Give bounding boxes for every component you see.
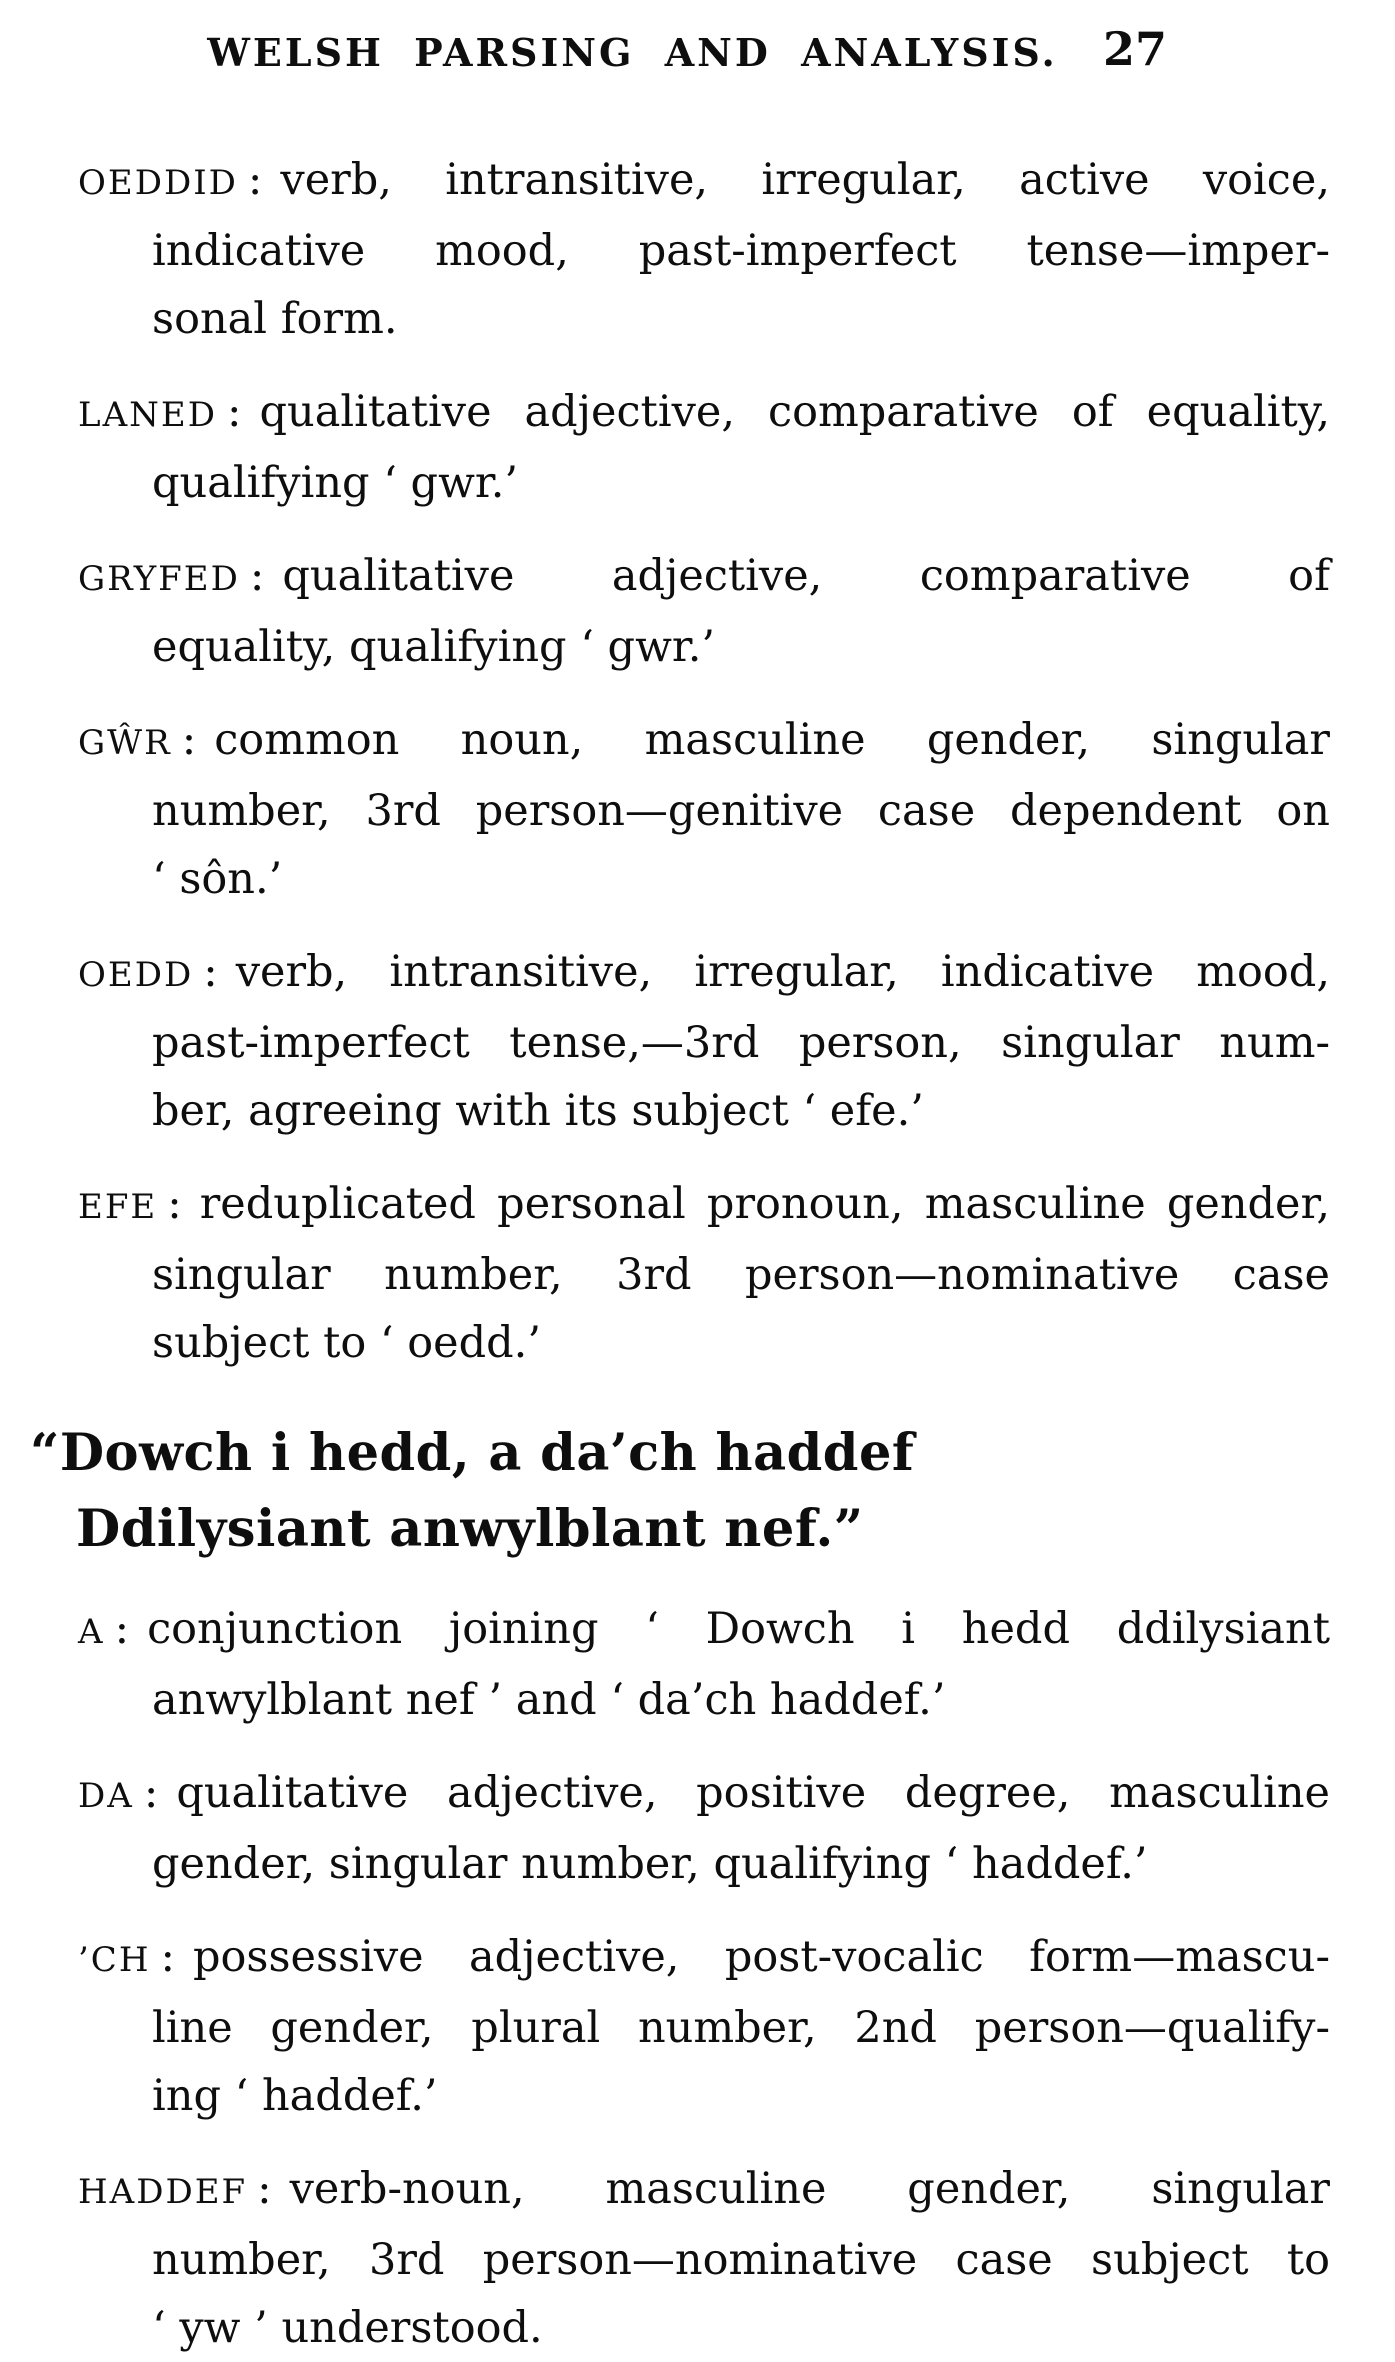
- entry-definition-line: [78, 1595, 1330, 1666]
- entry-definition-line: line gender, plural number, 2nd person—qualify-: [152, 2003, 1330, 2053]
- entry-term: ’CH: [78, 1940, 151, 1980]
- entry-definition-line: past-imperfect tense,—3rd person, singular num-: [152, 1018, 1330, 1068]
- verse-quote: [30, 1415, 1330, 1567]
- parsing-entries: [0, 146, 1395, 2362]
- entry-separator: :: [257, 2164, 272, 2214]
- entry-definition-line: [78, 378, 1330, 449]
- page-header: [0, 0, 1395, 88]
- entry-term: OEDD: [78, 955, 194, 995]
- entry-definition-text: qualitative adjective, comparative of equality,: [259, 387, 1330, 437]
- entry-definition-line: [78, 1759, 1330, 1830]
- entry-definition-line: subject to ‘ oedd.’: [152, 1318, 541, 1368]
- entry-definition-line: ber, agreeing with its subject ‘ efe.’: [152, 1086, 924, 1136]
- entry-definition-line: [78, 2155, 1330, 2226]
- entry-definition-text: qualitative adjective, positive degree, masculine: [176, 1768, 1330, 1818]
- entry-laned: [78, 378, 1330, 517]
- verse-quote-line: Ddilysiant anwylblant nef.”: [76, 1499, 864, 1559]
- entry-definition-line: ‘ yw ’ understood.: [152, 2303, 543, 2353]
- entry-ch: [78, 1923, 1330, 2130]
- entry-definition-line: indicative mood, past-imperfect tense—imper-: [152, 226, 1330, 276]
- entry-separator: :: [114, 1604, 130, 1654]
- entry-term: HADDEF: [78, 2172, 248, 2212]
- entry-separator: :: [143, 1768, 159, 1818]
- entry-a: [78, 1595, 1330, 1734]
- entry-definition-text: qualitative adjective, comparative of: [282, 551, 1330, 601]
- entry-definition-line: [78, 1923, 1330, 1994]
- entry-term: GRYFED: [78, 559, 240, 599]
- entry-definition-text: common noun, masculine gender, singular: [214, 715, 1330, 765]
- entry-separator: :: [203, 947, 218, 997]
- entry-definition-line: [78, 938, 1330, 1009]
- entry-definition-line: [78, 542, 1330, 613]
- entry-term: OEDDID: [78, 163, 238, 203]
- entry-separator: :: [167, 1179, 182, 1229]
- entry-separator: :: [247, 155, 263, 205]
- entry-definition-line: number, 3rd person—genitive case dependent on: [152, 786, 1330, 836]
- entry-term: A: [78, 1612, 105, 1652]
- entry-oeddid: [78, 146, 1330, 353]
- entry-definition-line: sonal form.: [152, 294, 398, 344]
- entry-separator: :: [160, 1932, 175, 1982]
- entry-separator: :: [181, 715, 197, 765]
- entry-definition-text: possessive adjective, post-vocalic form—mascu-: [192, 1932, 1330, 1982]
- entry-oedd: [78, 938, 1330, 1145]
- entry-definition-line: anwylblant nef ’ and ‘ da’ch haddef.’: [152, 1675, 946, 1725]
- entry-definition-line: qualifying ‘ gwr.’: [152, 458, 519, 508]
- page-number: 27: [1102, 22, 1167, 76]
- entry-definition-line: ‘ sôn.’: [152, 854, 283, 904]
- entry-definition-text: verb, intransitive, irregular, indicative mood,: [235, 947, 1330, 997]
- entry-definition-line: equality, qualifying ‘ gwr.’: [152, 622, 716, 672]
- entry-term: GŴR: [78, 723, 172, 763]
- entry-definition-text: verb, intransitive, irregular, active voice,: [280, 155, 1330, 205]
- entry-separator: :: [226, 387, 242, 437]
- entry-separator: :: [249, 551, 265, 601]
- entry-definition-text: verb-noun, masculine gender, singular: [289, 2164, 1330, 2214]
- entry-definition-line: gender, singular number, qualifying ‘ haddef.’: [152, 1839, 1148, 1889]
- entry-efe: [78, 1170, 1330, 1377]
- entry-definition-text: conjunction joining ‘ Dowch i hedd ddilysiant: [147, 1604, 1330, 1654]
- entry-da: [78, 1759, 1330, 1898]
- entry-definition-line: ing ‘ haddef.’: [152, 2071, 438, 2121]
- page-header-title: WELSH PARSING AND ANALYSIS.: [207, 30, 1058, 75]
- entry-definition-line: [78, 1170, 1330, 1241]
- entry-definition-line: singular number, 3rd person—nominative case: [152, 1250, 1330, 1300]
- verse-quote-line: “Dowch i hedd, a da’ch haddef: [30, 1423, 915, 1483]
- entry-term: DA: [78, 1776, 134, 1816]
- entry-definition-text: reduplicated personal pronoun, masculine gender,: [199, 1179, 1330, 1229]
- entry-term: EFE: [78, 1187, 158, 1227]
- entry-gwr: [78, 706, 1330, 913]
- entry-definition-line: [78, 706, 1330, 777]
- entry-haddef: [78, 2155, 1330, 2362]
- entry-definition-line: number, 3rd person—nominative case subject to: [152, 2235, 1330, 2285]
- entry-term: LANED: [78, 395, 217, 435]
- entry-definition-line: [78, 146, 1330, 217]
- entry-gryfed: [78, 542, 1330, 681]
